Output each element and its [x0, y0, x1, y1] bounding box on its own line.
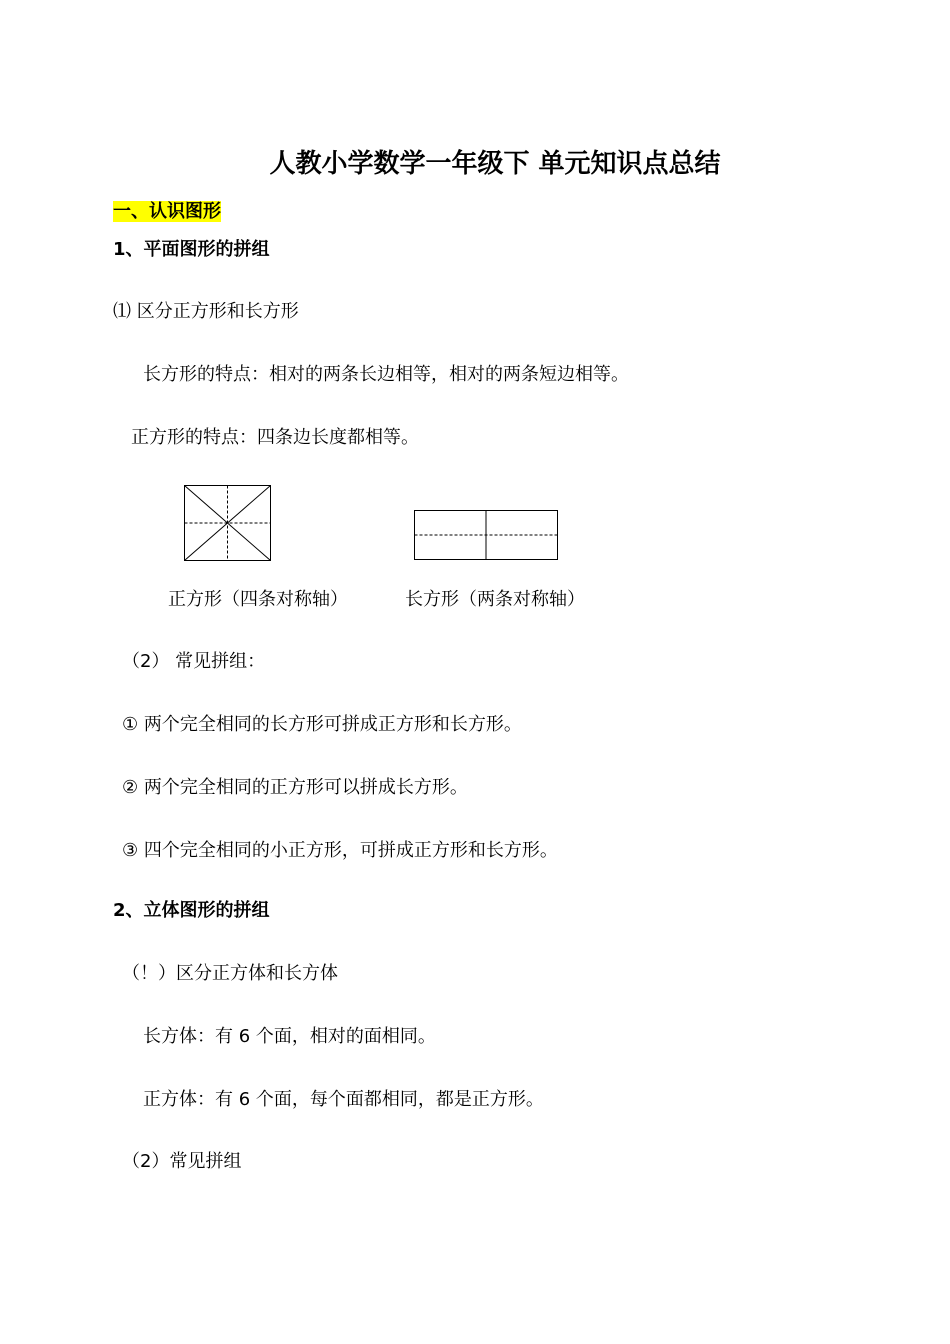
combo-item: ② 两个完全相同的正方形可以拼成长方形。 — [122, 777, 468, 798]
item-heading-common-combos: （2） 常见拼组： — [122, 651, 266, 672]
page-title: 人教小学数学一年级下 单元知识点总结 — [269, 149, 721, 179]
square-feature-text: 正方形的特点：四条边长度都相等。 — [131, 427, 419, 448]
combo-item: ① 两个完全相同的长方形可拼成正方形和长方形。 — [122, 714, 522, 735]
subsection-heading-plane-shapes: 1、平面图形的拼组 — [113, 239, 270, 260]
rectangle-feature-text: 长方形的特点：相对的两条长边相等，相对的两条短边相等。 — [143, 364, 629, 385]
rectangle-caption: 长方形（两条对称轴） — [405, 589, 585, 610]
section-heading-text: 一、认识图形 — [113, 201, 221, 222]
subsection-heading-solid-shapes: 2、立体图形的拼组 — [113, 900, 270, 921]
cube-feature-text: 正方体：有 6 个面，每个面都相同，都是正方形。 — [143, 1089, 544, 1110]
rectangle-symmetry-figure — [414, 510, 559, 561]
section-heading-recognize-shapes — [113, 200, 221, 224]
square-symmetry-figure — [184, 485, 272, 561]
item-heading-square-vs-rectangle: ⑴ 区分正方形和长方形 — [113, 301, 299, 322]
item-heading-solid-combos: （2）常见拼组 — [122, 1151, 242, 1172]
combo-item: ③ 四个完全相同的小正方形，可拼成正方形和长方形。 — [122, 840, 558, 861]
item-heading-cube-vs-cuboid: （！）区分正方体和长方体 — [122, 963, 338, 984]
square-caption: 正方形（四条对称轴） — [168, 589, 348, 610]
cuboid-feature-text: 长方体：有 6 个面，相对的面相同。 — [143, 1026, 436, 1047]
